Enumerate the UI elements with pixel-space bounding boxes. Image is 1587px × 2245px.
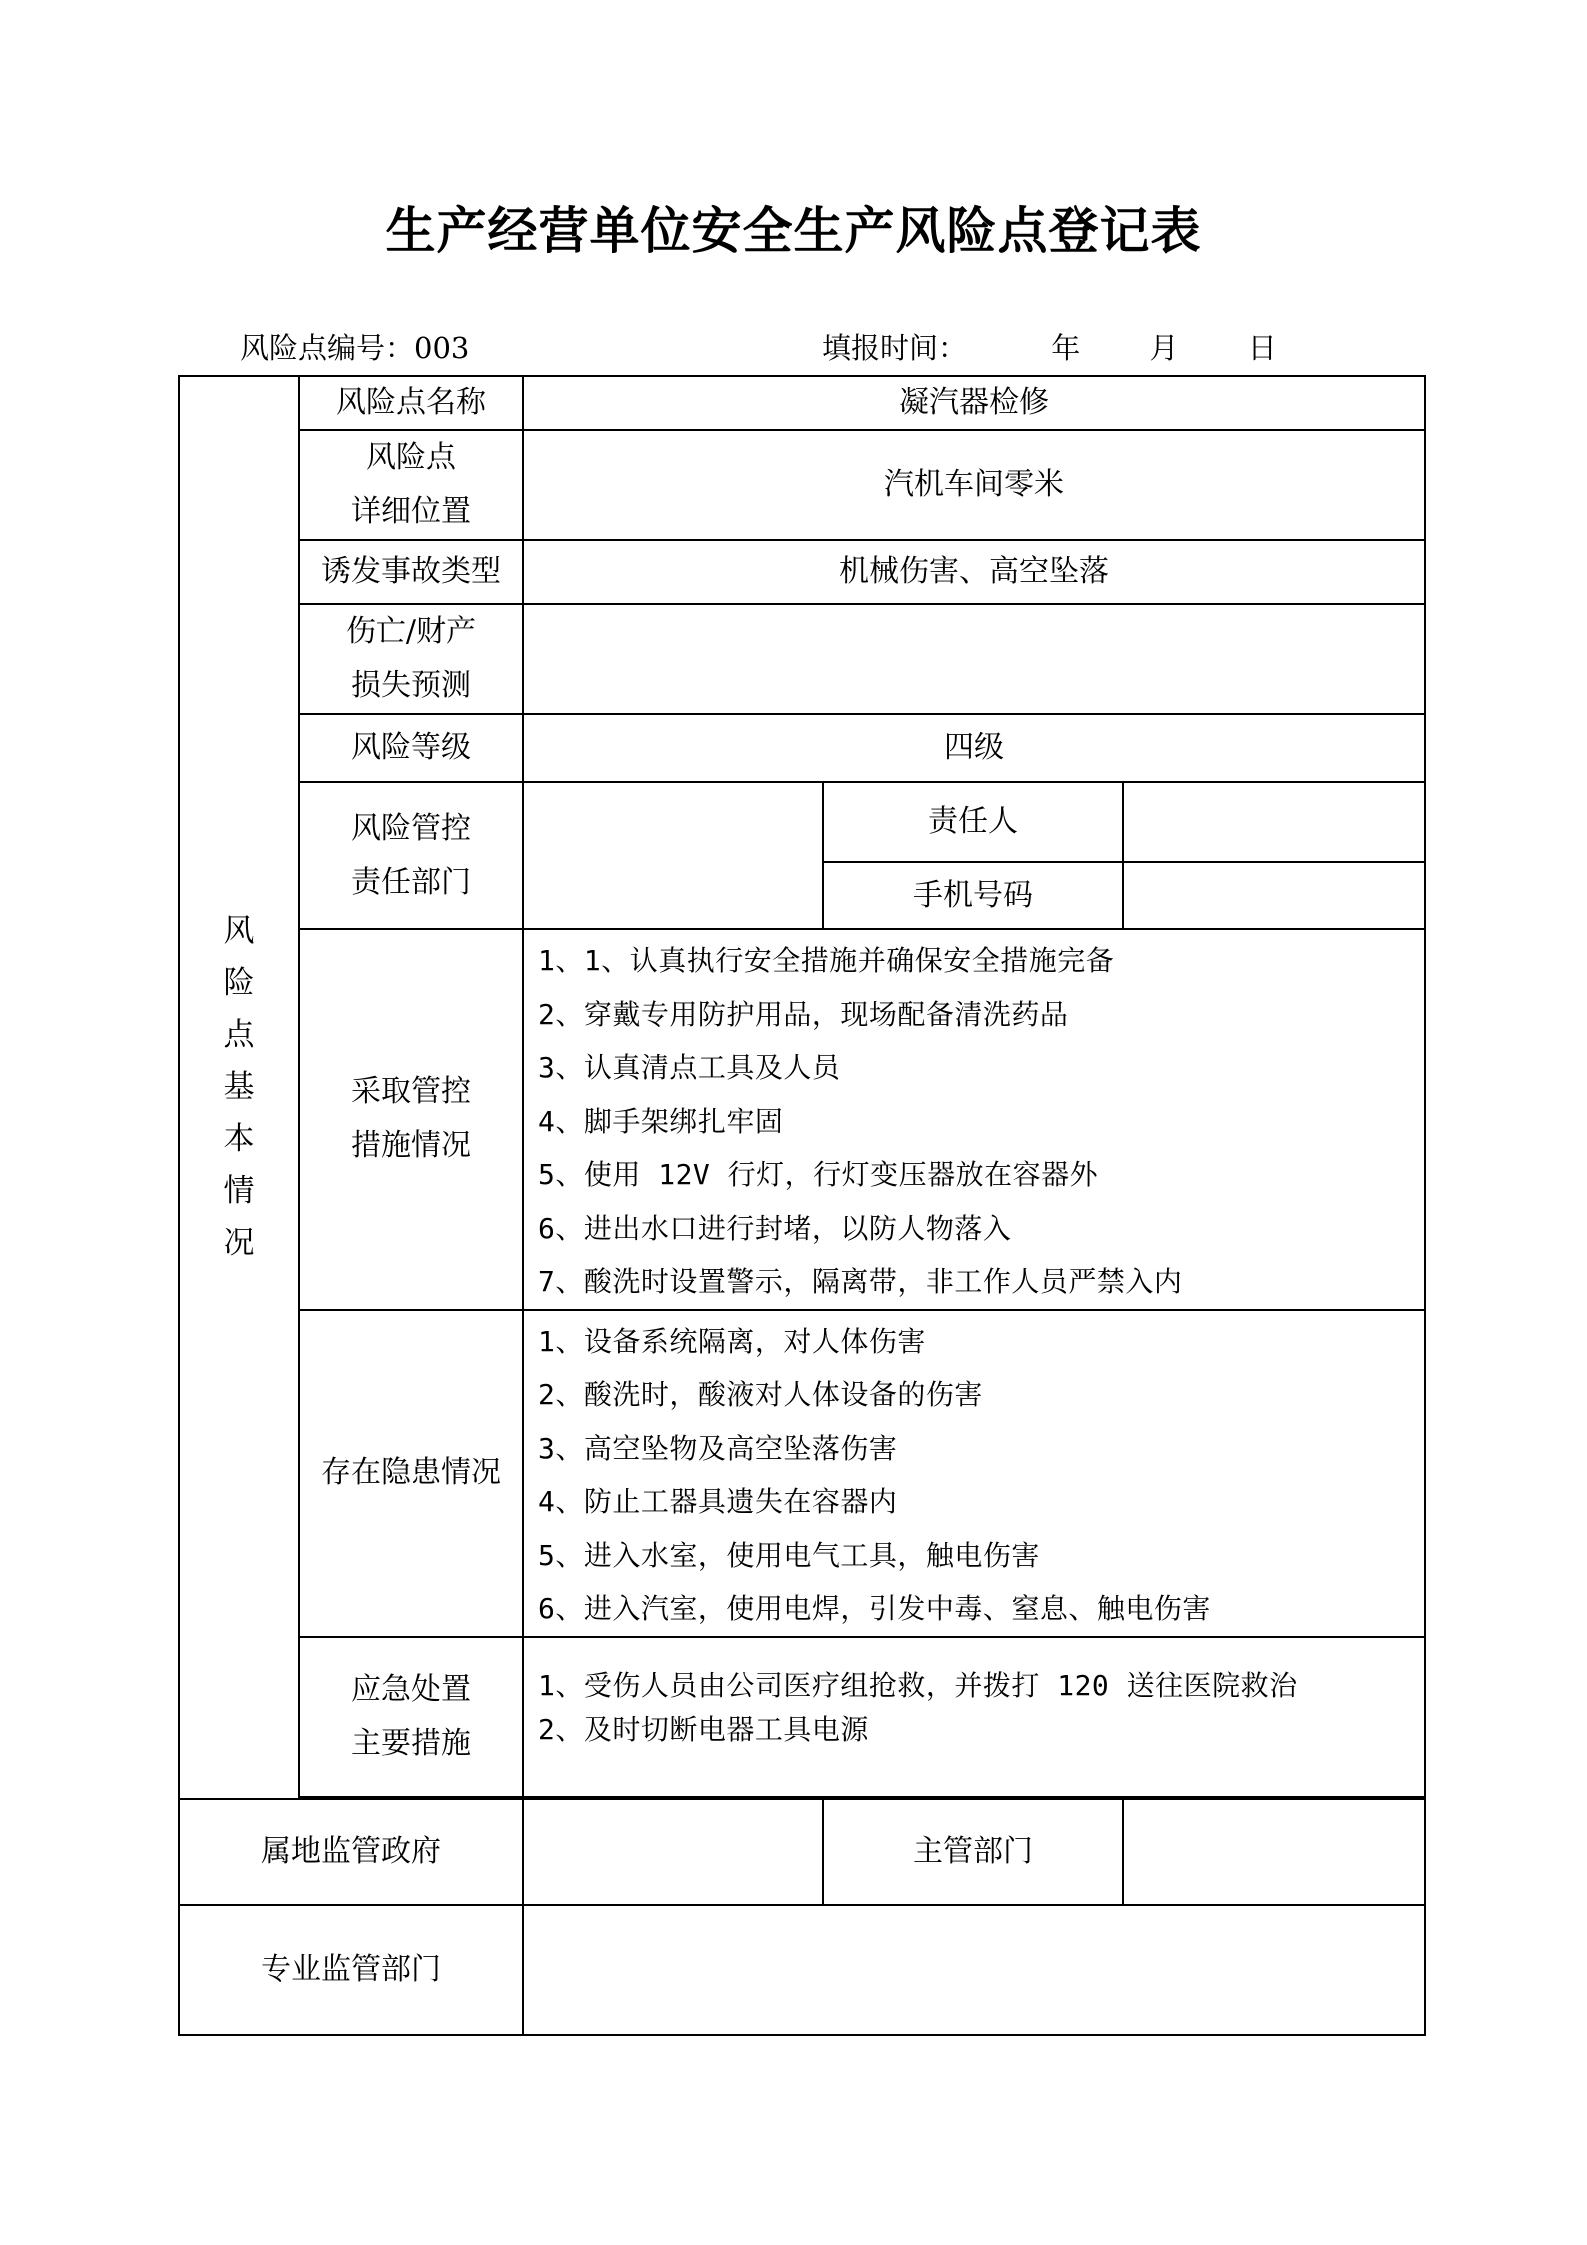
list-item: 6、进入汽室，使用电焊，引发中毒、窒息、触电伤害 — [538, 1592, 1211, 1625]
label-local-government: 属地监管政府 — [179, 1799, 523, 1905]
list-item: 2、穿戴专用防护用品，现场配备清洗药品 — [538, 997, 1069, 1031]
value-risk-level: 四级 — [523, 714, 1425, 782]
label-competent-dept: 主管部门 — [823, 1799, 1123, 1905]
label-accident-type: 诱发事故类型 — [299, 540, 523, 604]
label-professional-dept: 专业监管部门 — [179, 1905, 523, 2035]
value-responsible-person — [1123, 782, 1425, 862]
page-title: 生产经营单位安全生产风险点登记表 — [385, 201, 1202, 260]
fill-date-day: 日 — [1247, 331, 1277, 365]
list-item: 1、受伤人员由公司医疗组抢救，并拨打 120 送往医院救治 — [538, 1668, 1298, 1702]
fill-date-year: 年 — [1051, 331, 1081, 365]
label-control-measures: 采取管控 措施情况 — [299, 929, 523, 1310]
value-responsible-dept — [523, 782, 823, 929]
list-item: 3、高空坠物及高空坠落伤害 — [538, 1431, 898, 1465]
list-item: 4、防止工器具遗失在容器内 — [538, 1485, 898, 1518]
list-item: 2、酸洗时，酸液对人体设备的伤害 — [538, 1378, 983, 1411]
fill-date — [822, 330, 1277, 366]
label-risk-point-name: 风险点名称 — [299, 376, 523, 430]
list-item: 5、使用 12V 行灯，行灯变压器放在容器外 — [538, 1158, 1099, 1191]
label-responsible-person: 责任人 — [823, 782, 1123, 862]
label-risk-level: 风险等级 — [299, 714, 523, 782]
list-item: 3、认真清点工具及人员 — [538, 1051, 841, 1084]
label-location: 风险点 详细位置 — [299, 430, 523, 540]
label-loss-forecast: 伤亡/财产 损失预测 — [299, 604, 523, 714]
list-item: 4、脚手架绑扎牢固 — [538, 1104, 784, 1138]
label-phone-number: 手机号码 — [823, 862, 1123, 929]
value-professional-dept — [523, 1905, 1425, 2035]
list-item: 2、及时切断电器工具电源 — [538, 1712, 869, 1746]
fill-date-label: 填报时间： — [822, 331, 968, 365]
value-phone-number — [1123, 862, 1425, 929]
emergency-measures-list — [523, 1637, 1425, 1797]
value-local-government — [523, 1799, 823, 1905]
list-item: 5、进入水室，使用电气工具，触电伤害 — [538, 1538, 1040, 1572]
risk-register-table — [178, 375, 1426, 2036]
list-item: 7、酸洗时设置警示，隔离带，非工作人员严禁入内 — [538, 1265, 1183, 1298]
list-item: 6、进出水口进行封堵，以防人物落入 — [538, 1211, 1012, 1245]
label-hidden-hazards: 存在隐患情况 — [299, 1310, 523, 1637]
value-risk-point-name: 凝汽器检修 — [523, 376, 1425, 430]
risk-point-code: 风险点编号：003 — [240, 331, 470, 365]
list-item: 1、设备系统隔离，对人体伤害 — [538, 1324, 926, 1358]
list-item: 1、1、认真执行安全措施并确保安全措施完备 — [538, 944, 1115, 977]
value-competent-dept — [1123, 1799, 1425, 1905]
value-accident-type: 机械伤害、高空坠落 — [523, 540, 1425, 604]
value-loss-forecast — [523, 604, 1425, 714]
fill-date-month: 月 — [1149, 331, 1179, 365]
control-measures-list — [523, 929, 1425, 1310]
section-label-basic-info: 风 险 点 基 本 情 况 — [179, 376, 299, 1799]
label-emergency-measures: 应急处置 主要措施 — [299, 1637, 523, 1797]
value-location: 汽机车间零米 — [523, 430, 1425, 540]
hidden-hazards-list — [523, 1310, 1425, 1637]
label-responsible-dept: 风险管控 责任部门 — [299, 782, 523, 929]
